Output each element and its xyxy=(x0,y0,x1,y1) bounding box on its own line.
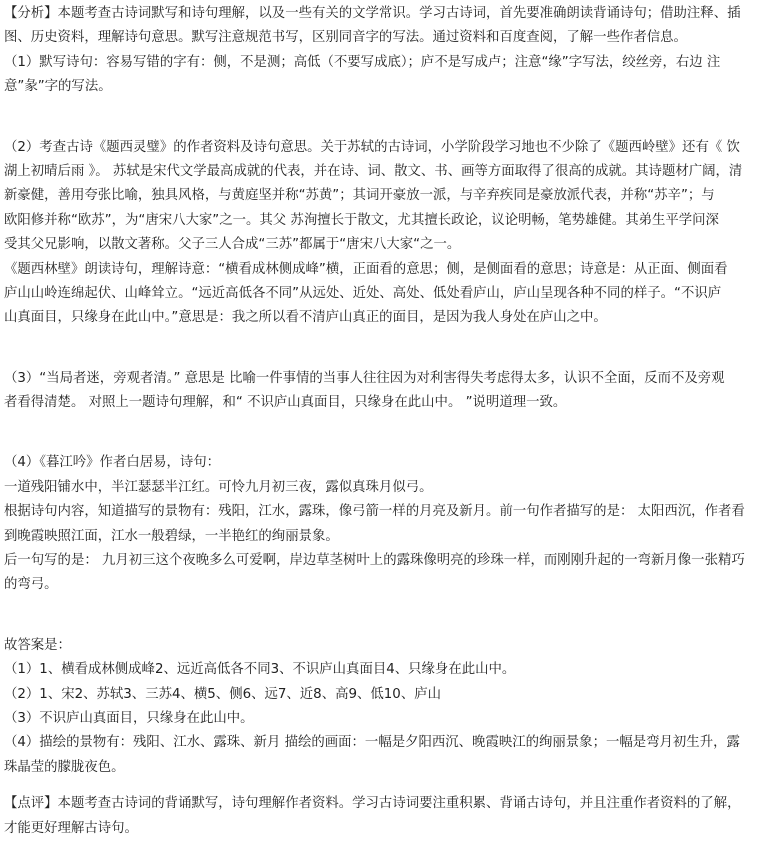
text-line: 才能更好理解古诗句。 xyxy=(4,820,138,836)
text-line: 一道残阳铺水中，半江瑟瑟半江红。可怜九月初三夜，露似真珠月似弓。 xyxy=(4,479,433,495)
paragraph-gap xyxy=(4,780,776,792)
text-line: 后一句写的是： 九月初三这个夜晚多么可爱啊，岸边草茎树叶上的露珠像明亮的珍珠一样，而刚刚升起的一弯新月像一张精巧 xyxy=(4,553,745,569)
answer-heading: 故答案是： xyxy=(4,637,71,653)
answer-section xyxy=(4,634,776,780)
text-line: 图、历史资料，理解诗句意思。默写注意规范书写，区别同音字的写法。通过资料和百度查阅，了解一些作者信息。 xyxy=(4,30,687,46)
answer-item: （3）不识庐山真面目，只缘身在此山中。 xyxy=(4,710,254,726)
text-line: 受其父兄影响，以散文著称。父子三人合成“三苏”都属于“唐宋八大家“之一。 xyxy=(4,237,461,253)
text-line: 欧阳修并称“欧苏”，为“唐宋八大家”之一。其父 苏洵擅长于散文，尤其擅长政论，议论明畅，笔势雄健。其弟生平学问深 xyxy=(4,212,719,228)
text-line: 湖上初晴后雨 》。 苏轼是宋代文学最高成就的代表，并在诗、词、散文、书、画等方面取得了很高的成就。其诗题材广阔，清 xyxy=(4,163,743,179)
text-line: 庐山山岭连绵起伏、山峰耸立。“远近高低各不同”从远处、近处、高处、低处看庐山，庐山呈现各种不同的样子。“不识庐 xyxy=(4,285,722,301)
text-line: 新豪健，善用夸张比喻，独具风格，与黄庭坚并称“苏黄”；其词开豪放一派，与辛弃疾同是豪放派代表，并称“苏辛”；与 xyxy=(4,188,715,204)
answer-item: （4）描绘的景物有：残阳、江水、露珠、新月 描绘的画面：一幅是夕阳西沉、晚霞映江的绚丽景象；一幅是弯月初生升，露 xyxy=(4,735,740,751)
text-line: （2）考查古诗《题西灵璧》的作者资料及诗句意思。关于苏轼的古诗词，小学阶段学习地也不少除了《题西岭壁》还有《 饮 xyxy=(4,139,740,155)
comment-section xyxy=(4,792,776,841)
text-line: 山真面目，只缘身在此山中。”意思是：我之所以看不清庐山真正的面目，是因为我人身处在庐山之中。 xyxy=(4,310,607,326)
analysis-intro xyxy=(4,2,776,100)
paragraph-gap xyxy=(4,415,776,451)
answer-item: （2）1、宋2、苏轼3、三苏4、横5、侧6、远7、近8、高9、低10、庐山 xyxy=(4,686,441,702)
text-line: （3）“当局者迷，旁观者清。” 意思是 比喻一件事情的当事人往往因为对利害得失考虑得太多，认识不全面，反而不及旁观 xyxy=(4,370,725,386)
paragraph-gap xyxy=(4,331,776,367)
analysis-part-3 xyxy=(4,367,776,416)
text-line: 到晚霞映照江面，江水一般碧绿，一半艳红的绚丽景象。 xyxy=(4,528,339,544)
answer-document xyxy=(4,2,776,841)
text-line: （4）《暮江吟》作者白居易，诗句： xyxy=(4,455,221,471)
analysis-part-4 xyxy=(4,451,776,597)
text-line: 根据诗句内容，知道描写的景物有：残阳，江水，露珠，像弓箭一样的月亮及新月。前一句作者描写的是： 太阳西沉，作者看 xyxy=(4,504,745,520)
analysis-part-2 xyxy=(4,136,776,331)
text-line: 的弯弓。 xyxy=(4,577,58,593)
text-line: 者看得清楚。 对照上一题诗句理解，和“ 不识庐山真面目，只缘身在此山中。 ”说明道理一致。 xyxy=(4,395,567,411)
answer-item: （1）1、横看成林侧成峰2、远近高低各不同3、不识庐山真面目4、只缘身在此山中。 xyxy=(4,662,516,678)
text-line: 意”彖”字的写法。 xyxy=(4,79,112,95)
text-line: （1）默写诗句：容易写错的字有：侧，不是测；高低（不要写成底）；庐不是写成卢；注意“缘”字写法，绞丝旁，右边 注 xyxy=(4,54,721,70)
text-line: 【点评】本题考查古诗词的背诵默写，诗句理解作者资料。学习古诗词要注重积累、背诵古诗句，并且注重作者资料的了解， xyxy=(4,796,741,812)
text-line: 【分析】本题考查古诗词默写和诗句理解，以及一些有关的文学常识。学习古诗词，首先要准确朗读背诵诗句；借助注释、插 xyxy=(4,6,741,21)
paragraph-gap xyxy=(4,598,776,634)
text-line: 《题西林壁》朗读诗句，理解诗意：“横看成林侧成峰”横，正面看的意思；侧，是侧面看的意思；诗意是：从正面、侧面看 xyxy=(4,261,728,277)
answer-item: 珠晶莹的朦胧夜色。 xyxy=(4,759,125,775)
paragraph-gap xyxy=(4,100,776,136)
